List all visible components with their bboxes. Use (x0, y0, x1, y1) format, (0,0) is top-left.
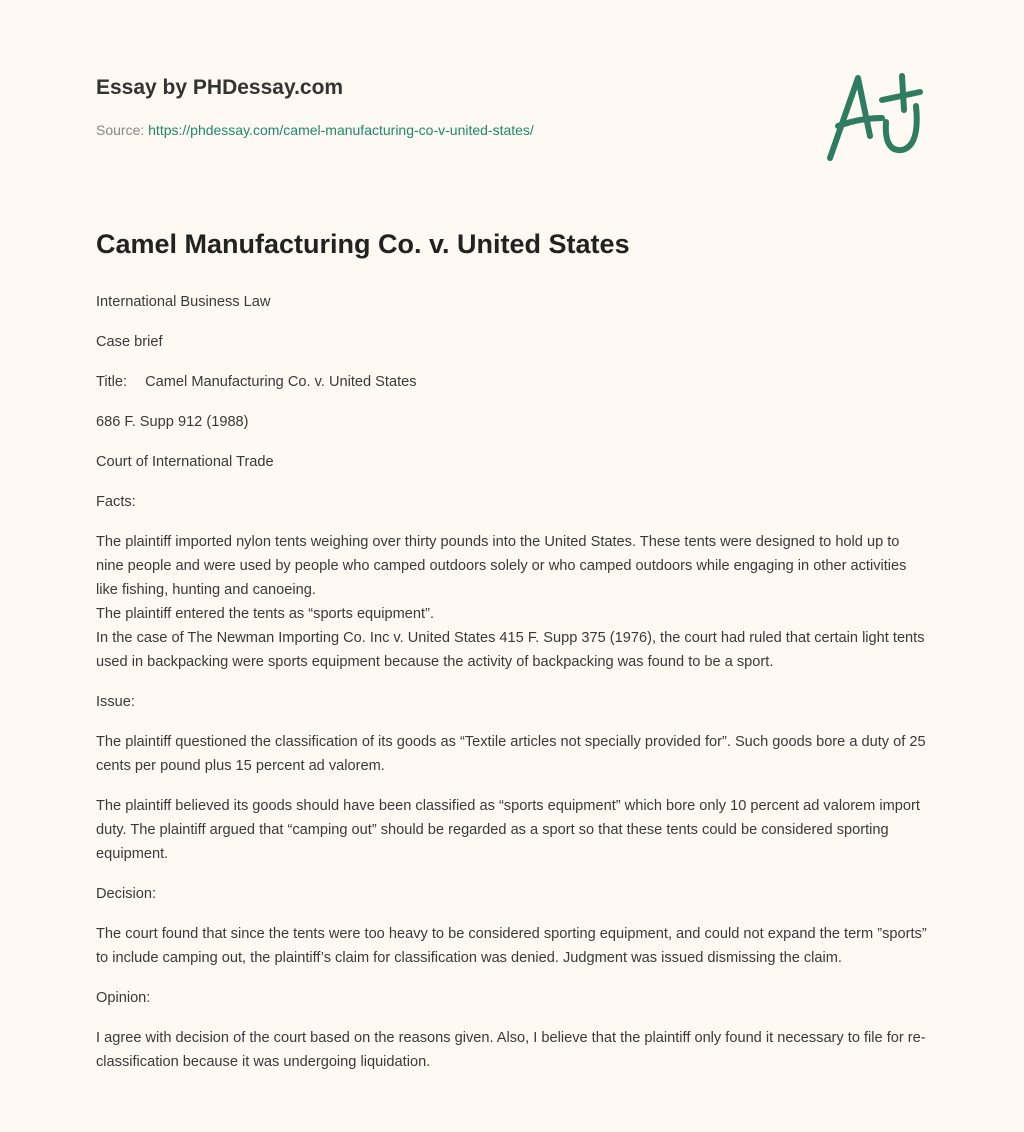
heading-facts: Facts: (96, 494, 136, 510)
facts-line-1: The plaintiff imported nylon tents weighing over thirty pounds into the United States. These tents were designed to hold up to nine people and were used by people who camped outdoors solely or who camped outdoors while engaging in other activities like fishing, hunting and canoeing. (96, 534, 907, 598)
paragraph-course: International Business Law (96, 294, 271, 310)
essay-body (96, 224, 928, 1090)
paragraph-case-brief: Case brief (96, 334, 163, 350)
paragraph-issue-1: The plaintiff questioned the classification of its goods as “Textile articles not specially provided for”. Such goods bore a duty of 25 cents per pound plus 15 percent ad valorem. (96, 734, 926, 774)
source-link[interactable]: https://phdessay.com/camel-manufacturing-co-v-united-states/ (148, 122, 534, 138)
paragraph-opinion: I agree with decision of the court based on the reasons given. Also, I believe that the plaintiff only found it necessary to file for re-classification because it was undergoing liquidation. (96, 1030, 926, 1070)
paragraph-decision: The court found that since the tents were too heavy to be considered sporting equipment, and could not expand the term ”sports” to include camping out, the plaintiff’s claim for classification was denied. Judgment was issued dismissing the claim. (96, 926, 927, 966)
source-line (96, 122, 534, 138)
facts-line-2: The plaintiff entered the tents as “sports equipment”. (96, 606, 435, 622)
paragraph-facts (96, 530, 928, 674)
heading-issue: Issue: (96, 694, 135, 710)
paragraph-citation: 686 F. Supp 912 (1988) (96, 414, 249, 430)
essay-header (96, 76, 534, 138)
source-label: Source: (96, 122, 145, 138)
essay-title: Camel Manufacturing Co. v. United States (96, 229, 630, 259)
a-plus-logo-icon (820, 66, 930, 166)
title-label: Title: (96, 374, 128, 390)
heading-decision: Decision: (96, 886, 157, 902)
case-name: Camel Manufacturing Co. v. United States (145, 374, 417, 390)
brand-title: Essay by PHDessay.com (96, 76, 344, 99)
paragraph-title (96, 370, 928, 394)
paragraph-issue-2: The plaintiff believed its goods should have been classified as “sports equipment” which bore only 10 percent ad valorem import duty. The plaintiff argued that “camping out” should be regarded as a sport so that these tents could be considered sporting equipment. (96, 798, 920, 862)
heading-opinion: Opinion: (96, 990, 151, 1006)
facts-line-3: In the case of The Newman Importing Co. Inc v. United States 415 F. Supp 375 (1976), the court had ruled that certain light tents used in backpacking were sports equipment because the activity of backpacking was found to be a sport. (96, 630, 925, 670)
paragraph-court: Court of International Trade (96, 454, 274, 470)
